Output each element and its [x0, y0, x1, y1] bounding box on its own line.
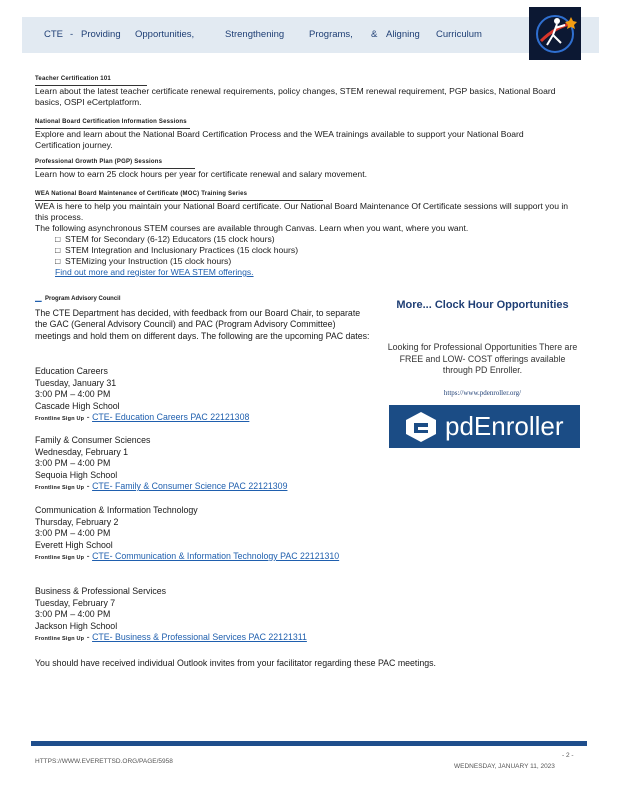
pac-closing: You should have received individual Outlook invites from your facilitator regarding these PAC meetings.	[35, 658, 436, 668]
sidebar-text: Looking for Professional Opportunities There are FREE and LOW- COST offerings available through PD Enroller.	[387, 342, 578, 375]
sidebar-heading: More... Clock Hour Opportunities	[396, 299, 569, 311]
header-banner	[22, 17, 599, 53]
list-item: □ STEM for Secondary (6-12) Educators (15 clock hours)	[55, 234, 275, 244]
wea-title: WEA National Board Maintenance of Certificate (MOC) Training Series	[35, 189, 323, 201]
pdenroller-logo[interactable]	[389, 405, 580, 448]
wea-body-2: The following asynchronous STEM courses are available through Canvas. Learn when you want, where you want.	[35, 223, 469, 233]
teacher-cert-body: Learn about the latest teacher certificate renewal requirements, policy changes, STEM renewal requirement, PGP basics, National Board basics, OSPI eCertplatform.	[35, 86, 556, 107]
list-item: □ STEMizing your Instruction (15 clock hours)	[55, 256, 232, 266]
banner-word: Programs,	[309, 29, 353, 40]
banner-word: Providing	[81, 29, 121, 40]
pgp-body: Learn how to earn 25 clock hours per year for certificate renewal and salary movement.	[35, 169, 367, 179]
pac-title: __ Program Advisory Council	[35, 296, 121, 302]
banner-word: Aligning	[386, 29, 420, 40]
list-item: □ STEM Integration and Inclusionary Practices (15 clock hours)	[55, 245, 299, 255]
pac-meeting: Business & Professional Services Tuesday, February 7 3:00 PM – 4:00 PM Jackson High School Frontline Sign Up - CTE- Business & Professional Services PAC 22121311	[35, 586, 307, 642]
wea-stem-link[interactable]: Find out more and register for WEA STEM offerings.	[55, 267, 254, 277]
nb-info-body: Explore and learn about the National Board Certification Process and the WEA trainings available to support your National Board Certification journey.	[35, 129, 524, 150]
footer-url: HTTPS://WWW.EVERETTSD.ORG/PAGE/5958	[35, 758, 173, 765]
banner-word: Strengthening	[225, 29, 285, 40]
page-number: - 2 -	[562, 752, 574, 759]
pac-intro: The CTE Department has decided, with feedback from our Board Chair, to separate the GAC (General Advisory Council) and PAC (Program Advisory Committee) meetings and hold them on different days. The following are the upcoming PAC dates:	[35, 307, 370, 341]
pgp-title: Professional Growth Plan (PGP) Sessions	[35, 157, 195, 169]
pac-signup-link[interactable]: CTE- Business & Professional Services PAC 22121311	[92, 632, 307, 642]
teacher-cert-title: Teacher Certification 101	[35, 74, 147, 86]
banner-word: Opportunities,	[135, 29, 195, 40]
pdenroller-e-icon	[401, 409, 441, 445]
district-logo	[529, 7, 581, 60]
pac-signup-link[interactable]: CTE- Family & Consumer Science PAC 22121309	[92, 481, 288, 491]
pac-meeting: Communication & Information Technology Thursday, February 2 3:00 PM – 4:00 PM Everett High School Frontline Sign Up - CTE- Communication & Information Technology PAC 22121310	[35, 505, 340, 561]
banner-word: -	[70, 29, 74, 40]
pac-signup-link[interactable]: CTE- Education Careers PAC 22121308	[92, 412, 250, 422]
pdenroller-logo-text: pdEnroller	[445, 411, 564, 441]
banner-word: &	[371, 29, 378, 40]
footer-date: WEDNESDAY, JANUARY 11, 2023	[454, 763, 555, 770]
pdenroller-url[interactable]: https://www.pdenroller.org/	[443, 389, 522, 397]
banner-word: Curriculum	[436, 29, 482, 40]
footer-bar	[31, 741, 587, 746]
banner-word: CTE	[44, 29, 63, 40]
wea-body: WEA is here to help you maintain your National Board certificate. Our National Board Maintenance Of Certificate sessions will support you in this process.	[35, 201, 569, 222]
nb-info-title: National Board Certification Information Sessions	[35, 117, 190, 129]
pac-meeting: Education Careers Tuesday, January 31 3:00 PM – 4:00 PM Cascade High School Frontline Sign Up - CTE- Education Careers PAC 22121308	[35, 366, 250, 422]
pac-meeting: Family & Consumer Sciences Wednesday, February 1 3:00 PM – 4:00 PM Sequoia High School Frontline Sign Up - CTE- Family & Consumer Science PAC 22121309	[35, 435, 288, 491]
pac-signup-link[interactable]: CTE- Communication & Information Technology PAC 22121310	[92, 551, 340, 561]
